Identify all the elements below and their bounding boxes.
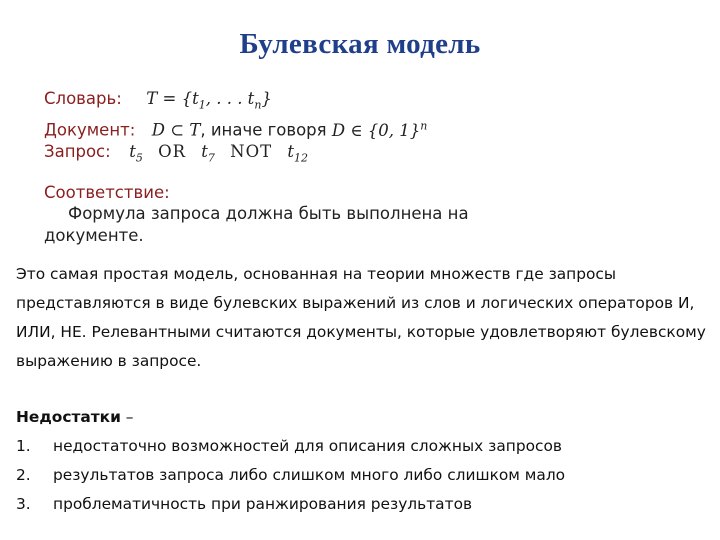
drawbacks-heading: Недостатки <box>16 408 121 426</box>
query-label: Запрос: <box>44 141 111 161</box>
query-term-7: $t_7$ <box>201 141 215 165</box>
query-definition <box>44 141 564 168</box>
query-term-12: $t_{12}$ <box>287 141 309 165</box>
match-text-line1: Формула запроса должна быть выполнена на <box>68 204 469 224</box>
query-term-5: $t_5$ <box>129 141 143 165</box>
document-formula-tail: , иначе говоря <box>200 120 327 140</box>
query-operator-or: OR <box>158 141 187 161</box>
drawbacks-dash: – <box>120 408 134 426</box>
definitions-block <box>44 88 564 247</box>
drawbacks-section <box>16 403 706 519</box>
document-formula: D ⊂ T <box>151 120 201 140</box>
document-formula-binary: D ∈ {0, 1}$^n$ <box>331 119 428 140</box>
list-item: 3. проблематичность при ранжирования результатов <box>16 495 473 513</box>
match-text-line2: документе. <box>44 226 144 246</box>
vocabulary-definition <box>44 88 564 115</box>
list-item: 1. недостаточно возможностей для описания сложных запросов <box>16 437 562 455</box>
list-item: 2. результатов запроса либо слишком много либо слишком мало <box>16 466 566 484</box>
page-title: Булевская модель <box>239 28 481 60</box>
drawbacks-heading-line <box>16 403 706 432</box>
vocabulary-formula: $T = \{t_1$, . . . $t_n$} <box>146 89 272 112</box>
document-definition <box>44 115 564 141</box>
query-operator-not: NOT <box>230 141 273 161</box>
vocabulary-label: Словарь: <box>44 89 122 108</box>
model-description: Это самая простая модель, основанная на теории множеств где запросы представляются в виде булевских выражений из слов и логических операторов И, ИЛИ, НЕ. Релевантными считаются документы, которые удовлетворяют булевскому выражению в запросе. <box>16 265 706 370</box>
match-label: Соответствие: <box>44 183 170 203</box>
drawbacks-list <box>16 432 706 519</box>
document-label: Документ: <box>44 120 136 140</box>
